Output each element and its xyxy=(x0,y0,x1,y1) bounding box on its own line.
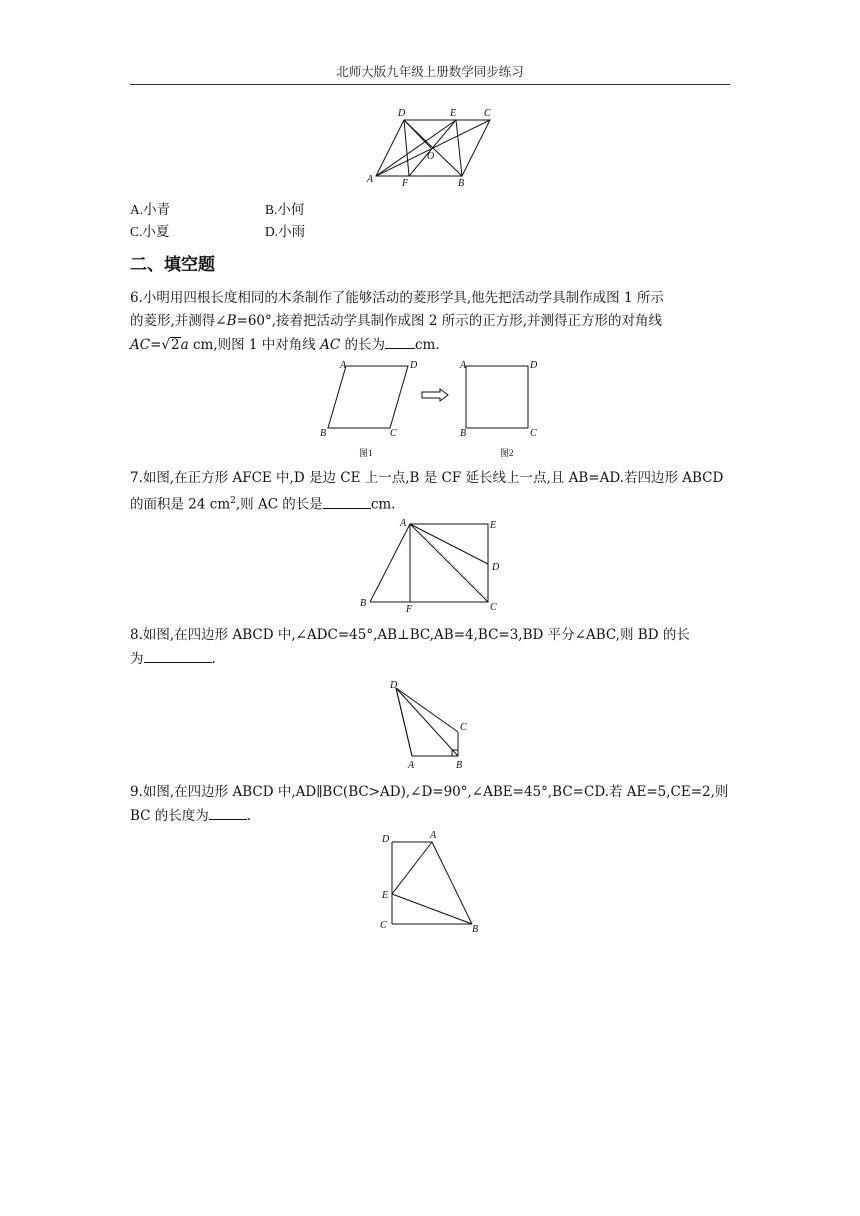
svg-text:D: D xyxy=(530,360,538,371)
svg-text:B: B xyxy=(360,598,367,609)
q6-answer-blank xyxy=(385,334,415,349)
q9-answer-blank xyxy=(209,805,247,820)
svg-text:C: C xyxy=(380,920,387,931)
q5-option-b: B.小何 xyxy=(265,202,305,217)
q6-line2: 的菱形,并测得∠B=60°,接着把活动学具制作成图 2 所示的正方形,并测得正方形的对角线 xyxy=(130,313,663,329)
q7-answer-blank xyxy=(323,494,371,509)
svg-text:A: A xyxy=(430,830,437,841)
q5-figure xyxy=(362,106,512,188)
q8-answer-blank xyxy=(144,648,212,663)
q9-figure xyxy=(376,830,486,934)
q5-label-f: F xyxy=(402,178,409,188)
q5-option-c: C.小夏 xyxy=(130,224,170,239)
q6-caption2: 图2 xyxy=(500,448,514,458)
q5-option-d: D.小雨 xyxy=(265,224,306,239)
q5-label-c: C xyxy=(484,108,491,119)
svg-text:D: D xyxy=(410,360,418,371)
q5-option-a: A.小青 xyxy=(130,202,171,217)
q5-label-d: D xyxy=(398,108,406,119)
svg-text:E: E xyxy=(382,890,389,901)
section-title: 二、填空题 xyxy=(130,255,215,275)
q9-line1: 9.如图,在四边形 ABCD 中,AD∥BC(BC>AD),∠D=90°,∠ABE=45°,BC=CD.若 AE=5,CE=2,则 xyxy=(130,784,729,800)
q7-line1: 7.如图,在正方形 AFCE 中,D 是边 CE 上一点,B 是 CF 延长线上一点,且 AB=AD.若四边形 ABCD xyxy=(130,470,724,486)
svg-text:C: C xyxy=(390,428,397,439)
header-divider xyxy=(130,84,730,85)
page-header: 北师大版九年级上册数学同步练习 xyxy=(336,64,524,79)
svg-text:E: E xyxy=(490,520,497,531)
q5-label-a: A xyxy=(367,174,374,185)
svg-text:D: D xyxy=(390,680,398,691)
sqrt-symbol: √2 xyxy=(161,337,180,353)
svg-text:D: D xyxy=(492,562,500,573)
q5-label-o: O xyxy=(427,151,435,162)
svg-text:A: A xyxy=(340,360,347,371)
q9-line2: BC 的长度为 . xyxy=(130,805,730,826)
q6-figure xyxy=(316,358,546,460)
q6-line1: 6.小明用四根长度相同的木条制作了能够活动的菱形学具,他先把活动学具制作成图 1 所示 xyxy=(130,290,664,306)
svg-text:B: B xyxy=(472,924,479,934)
svg-text:B: B xyxy=(320,428,327,439)
q8-line1: 8.如图,在四边形 ABCD 中,∠ADC=45°,AB⊥BC,AB=4,BC=3,BD 平分∠ABC,则 BD 的长 xyxy=(130,627,690,643)
svg-text:A: A xyxy=(460,360,467,371)
svg-text:A: A xyxy=(408,760,415,770)
svg-text:C: C xyxy=(530,428,537,439)
svg-text:C: C xyxy=(460,722,467,733)
svg-text:F: F xyxy=(406,604,413,614)
svg-text:C: C xyxy=(490,602,497,613)
svg-text:B: B xyxy=(456,760,463,770)
q5-label-e: E xyxy=(450,108,457,119)
q8-line2: 为 . xyxy=(130,648,730,669)
q8-figure xyxy=(386,676,476,770)
q7-line2: 的面积是 24 $cm^2$,则 AC 的长是 cm. xyxy=(130,491,730,515)
q5-label-b: B xyxy=(458,178,465,188)
q6-line3: AC=√2a cm,则图 1 中对角线 AC 的长为 cm. xyxy=(130,334,730,355)
svg-text:D: D xyxy=(382,834,390,845)
svg-text:B: B xyxy=(460,428,467,439)
q7-figure xyxy=(356,516,506,614)
svg-text:A: A xyxy=(400,518,407,529)
q6-caption1: 图1 xyxy=(359,448,373,458)
